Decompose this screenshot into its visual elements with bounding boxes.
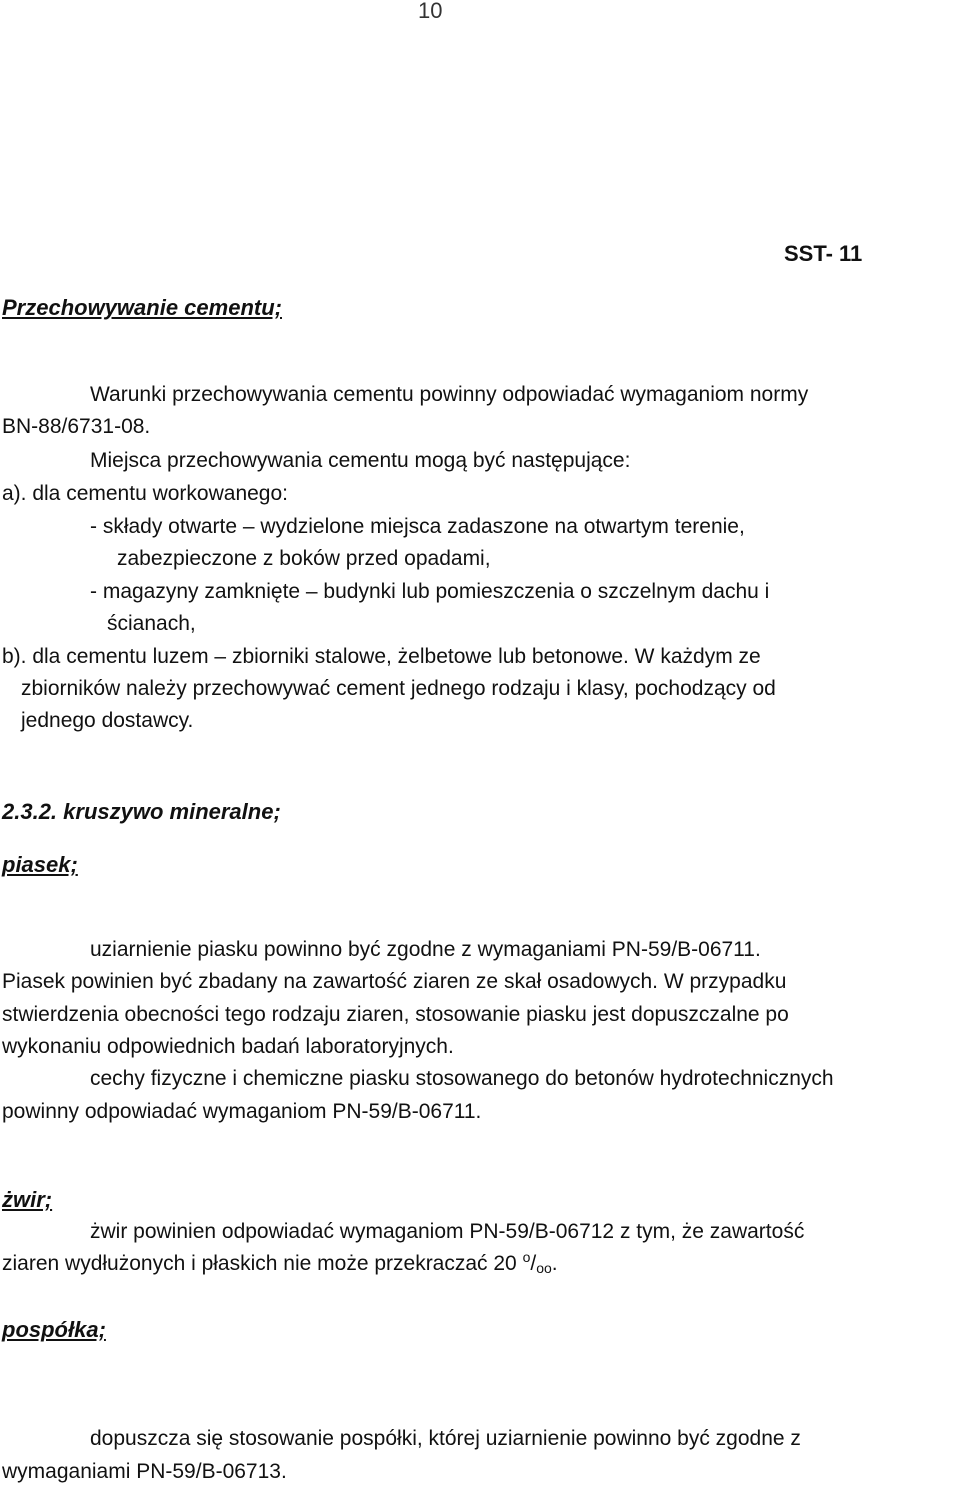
list-item-b-continued: jednego dostawcy. [21, 709, 194, 732]
list-item-b-continued: zbiorników należy przechowywać cement jednego rodzaju i klasy, pochodzący od [21, 677, 776, 700]
sub-list-item: - składy otwarte – wydzielone miejsca zadaszone na otwartym terenie, [90, 515, 745, 538]
text-line: Piasek powinien być zbadany na zawartość ziaren ze skał osadowych. W przypadku [2, 970, 787, 993]
text-line: cechy fizyczne i chemiczne piasku stosowanego do betonów hydrotechnicznych [90, 1067, 834, 1090]
text-line: powinny odpowiadać wymaganiom PN-59/B-06711. [2, 1100, 482, 1123]
text-fragment: ziaren wydłużonych i płaskich nie może przekraczać 20 [2, 1252, 523, 1275]
section-heading-cement-storage: Przechowywanie cementu; [2, 295, 282, 320]
text-line: wykonaniu odpowiednich badań laboratoryjnych. [2, 1035, 454, 1058]
permille-subscript: oo [536, 1260, 552, 1276]
list-item-b: b). dla cementu luzem – zbiorniki stalowe, żelbetowe lub betonowe. W każdym ze [2, 645, 761, 668]
section-heading-pospolka: pospółka; [2, 1317, 106, 1342]
sub-list-item-continued: zabezpieczone z boków przed opadami, [117, 547, 491, 570]
document-code: SST- 11 [784, 241, 863, 266]
permille-slash: / [530, 1252, 537, 1275]
sub-list-item: - magazyny zamknięte – budynki lub pomieszczenia o szczelnym dachu i [90, 580, 770, 603]
text-line: BN-88/6731-08. [2, 415, 151, 438]
text-line: stwierdzenia obecności tego rodzaju ziaren, stosowanie piasku jest dopuszczalne po [2, 1003, 789, 1026]
text-line: Warunki przechowywania cementu powinny odpowiadać wymaganiom normy [90, 383, 809, 406]
section-heading-sand: piasek; [2, 852, 78, 877]
text-fragment-end: . [551, 1252, 558, 1275]
list-item-a: a). dla cementu workowanego: [2, 482, 288, 505]
text-line: wymaganiami PN-59/B-06713. [2, 1460, 287, 1483]
text-line: żwir powinien odpowiadać wymaganiom PN-59/B-06712 z tym, że zawartość [90, 1220, 805, 1243]
page-number: 10 [418, 0, 443, 23]
permille-superscript: o [522, 1249, 531, 1265]
text-line: uziarnienie piasku powinno być zgodne z wymaganiami PN-59/B-06711. [90, 938, 761, 961]
section-heading-aggregate: 2.3.2. kruszywo mineralne; [2, 799, 281, 824]
text-line: dopuszcza się stosowanie pospółki, której uziarnienie powinno być zgodne z [90, 1427, 801, 1450]
text-line-with-permille [2, 1249, 558, 1276]
section-heading-gravel: żwir; [2, 1187, 53, 1212]
sub-list-item-continued: ścianach, [107, 612, 196, 635]
text-line: Miejsca przechowywania cementu mogą być następujące: [90, 449, 631, 472]
